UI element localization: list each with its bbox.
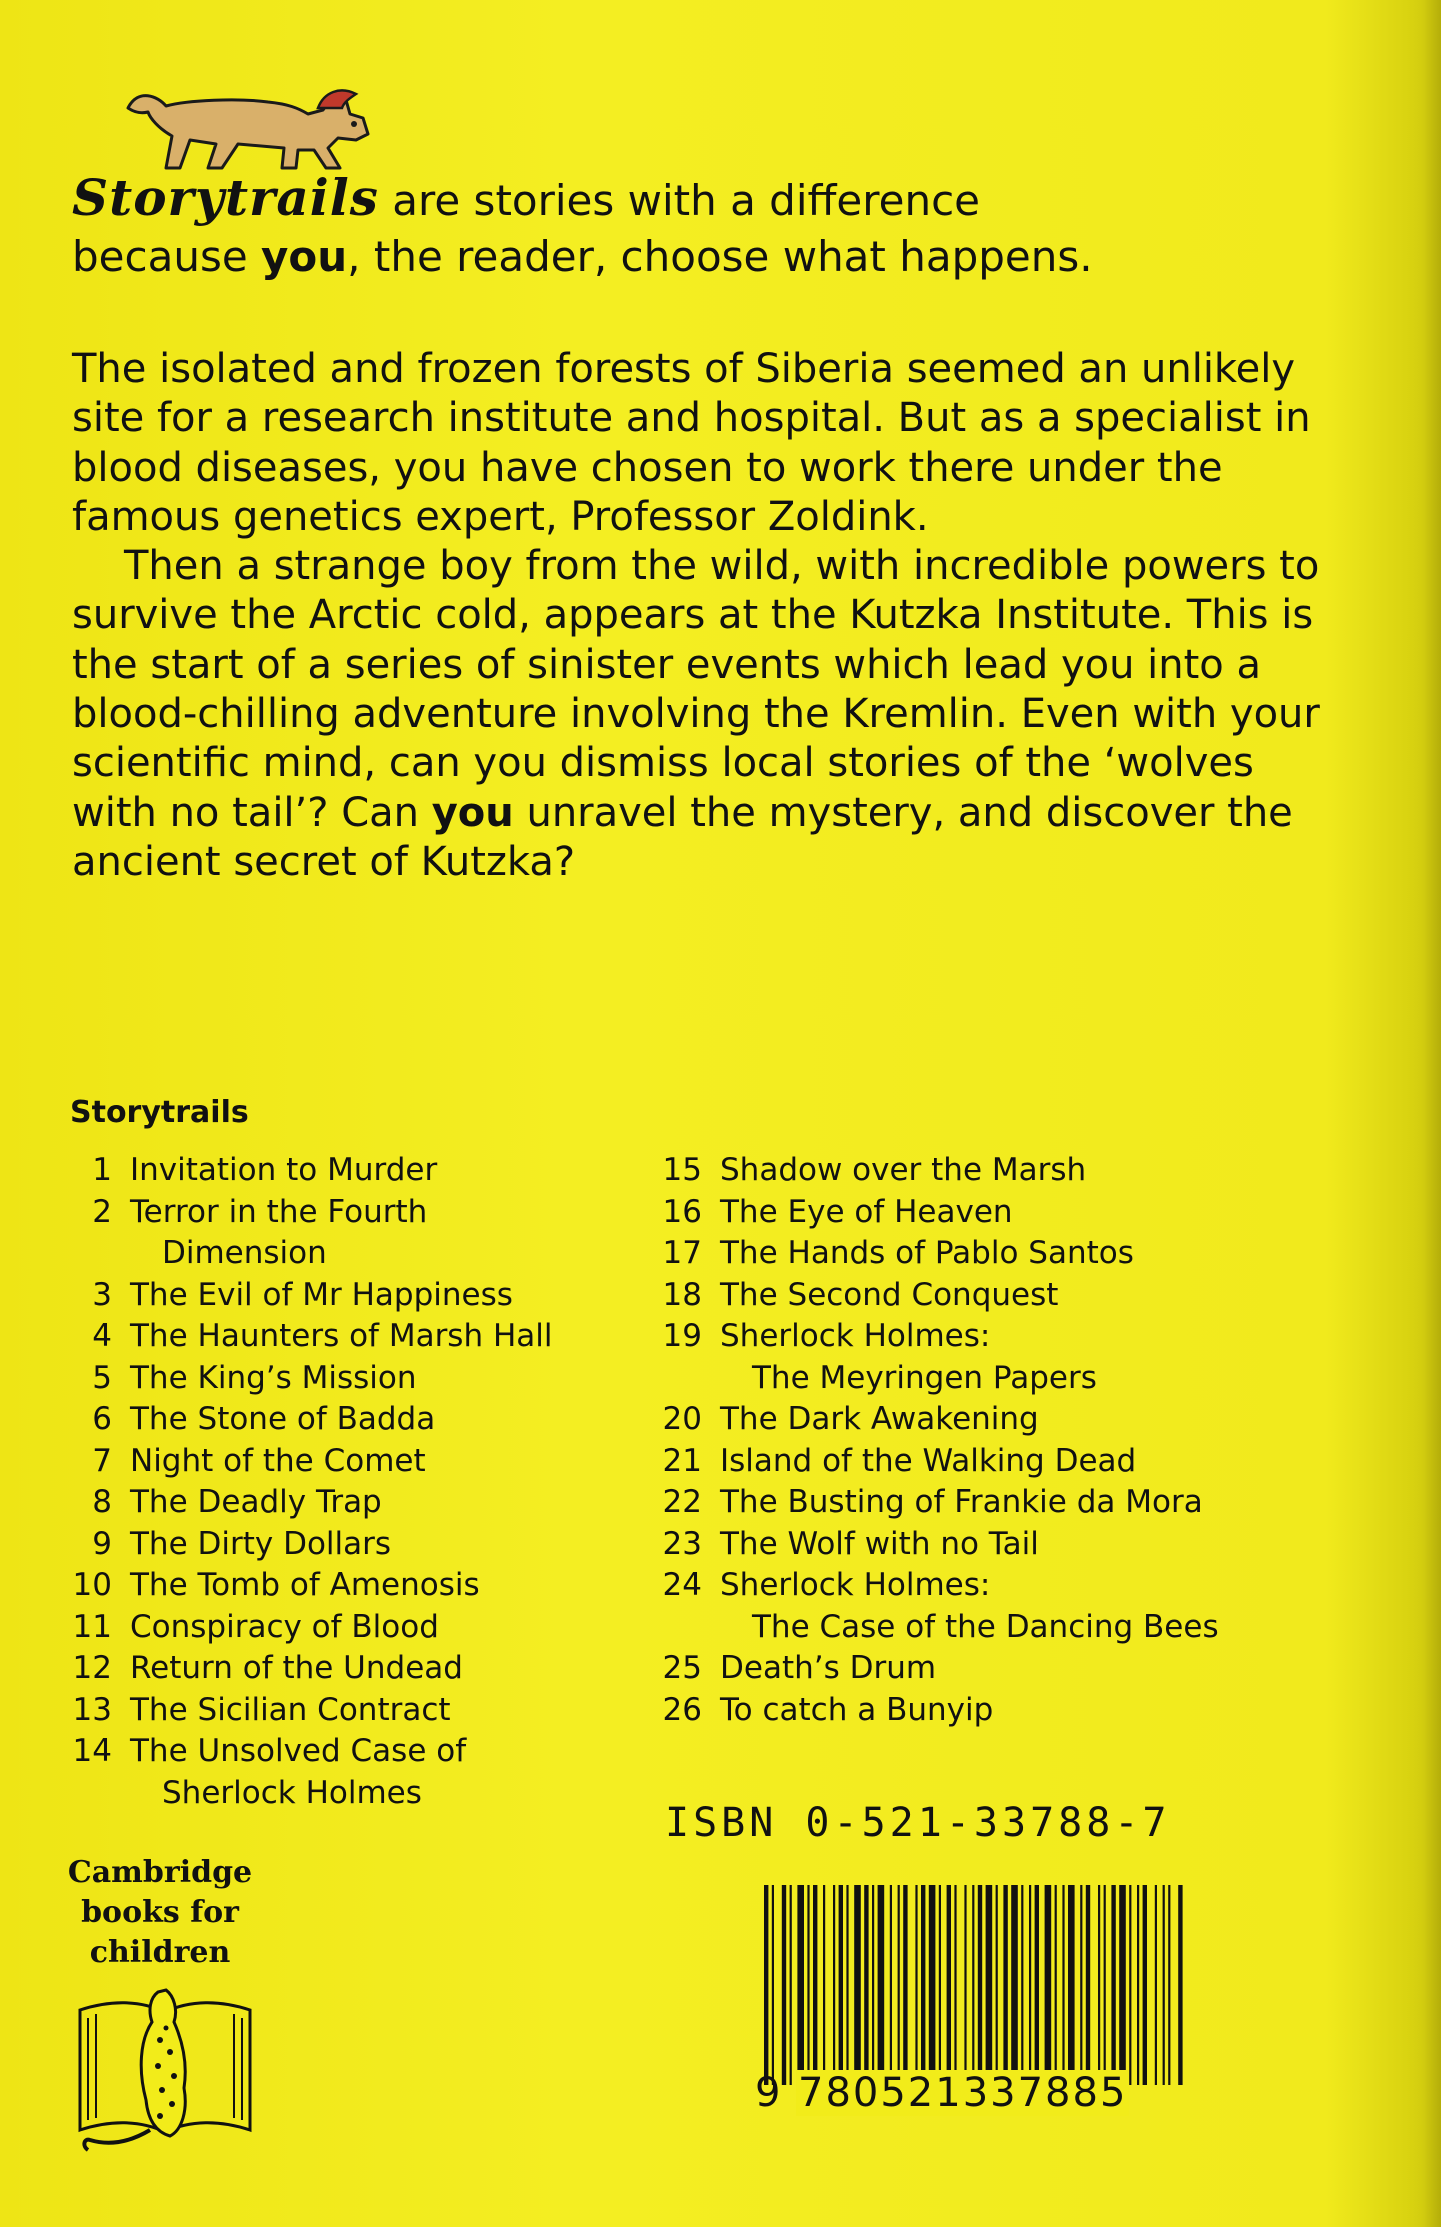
series-list-item [660,1192,1340,1234]
series-item-title [702,1150,1340,1192]
series-item-number: 13 [72,1691,112,1728]
series-item-title-text: Terror in the Fourth [130,1193,428,1230]
blurb-you-bold: you [431,789,514,836]
series-item-number: 1 [92,1152,112,1188]
series-item-title [112,1690,670,1732]
intro-line2-post: , the reader, choose what happens. [347,232,1093,281]
series-item-title [702,1441,1340,1483]
barcode-bar [1178,1885,1182,2085]
series-list-left [70,1150,670,1814]
series-item-title [112,1316,670,1358]
barcode [755,1885,1190,2125]
series-item-number: 19 [662,1318,702,1354]
series-list-item [660,1565,1340,1648]
series-item-number: 26 [662,1691,702,1728]
series-item-number: 20 [662,1401,702,1437]
series-item-title-text: Sherlock Holmes: [720,1567,991,1603]
publisher-line-3: children [89,1935,231,1970]
barcode-bar [964,1885,966,2085]
barcode-number: 780521337885 [798,2070,1128,2116]
publisher-line-2: books for [81,1895,239,1930]
series-item-title [112,1441,670,1483]
publisher-name [60,1853,260,1973]
barcode-bar [978,1885,982,2085]
series-item-title [112,1192,670,1275]
barcode-bar [996,1885,998,2085]
series-list-item [70,1482,670,1524]
series-list-item [70,1524,670,1566]
barcode-bar [1062,1885,1064,2085]
series-item-number: 8 [92,1484,112,1520]
barcode-bar [797,1885,804,2085]
barcode-bar [1137,1885,1139,2085]
series-item-title-text: The Stone of Badda [130,1401,436,1437]
barcode-bar [954,1885,956,2085]
series-item-number: 5 [92,1359,112,1396]
series-list-item [70,1399,670,1441]
barcode-bar [903,1885,907,2085]
series-item-title-text: The Deadly Trap [130,1484,382,1520]
series-item-title [112,1150,670,1192]
blurb-p2-pre: Then a strange boy from the wild, with incredible powers to survive the Arctic cold, appears at the Kutzka Institute. This is the start of a series of sinister events which lead you into a blood-chilling adventure involving the Kremlin. Even with your scientific mind, can you dismiss local stories of the ‘wolves with no tail’? Can [72,543,1320,836]
blurb-paragraph-1: The isolated and frozen forests of Siberia seemed an unlikely site for a research institute and hospital. But as a specialist in blood diseases, you have chosen to work there under the famous genetics expert, Professor Zoldink. [72,346,1311,540]
series-item-title-continued: Sherlock Holmes [162,1774,422,1811]
series-item-title-continued: Dimension [162,1235,327,1271]
series-item-title-text: The Hands of Pablo Santos [720,1235,1134,1271]
barcode-bar [878,1885,885,2085]
series-item-title-text: Death’s Drum [720,1650,937,1686]
barcode-bar [1119,1885,1126,2085]
barcode-bar [782,1885,786,2085]
series-item-title-text: The Dirty Dollars [130,1525,392,1562]
series-item-title-text: The Tomb of Amenosis [130,1567,480,1603]
series-item-title-text: The Eye of Heaven [720,1193,1013,1230]
series-list-item [70,1275,670,1317]
barcode-bar [1168,1885,1170,2085]
series-item-title-text: Island of the Walking Dead [720,1442,1137,1479]
series-item-title-text: Invitation to Murder [130,1152,438,1188]
series-item-title [112,1607,670,1649]
series-item-number: 18 [662,1276,702,1313]
blurb-p2-post: unravel the mystery, and discover the ancient secret of Kutzka? [72,789,1293,885]
series-item-number: 4 [92,1318,112,1354]
series-list-item [70,1316,670,1358]
series-list-item [660,1482,1340,1524]
barcode-bar [1080,1885,1082,2085]
blurb-paragraph-2 [72,542,1322,887]
publisher-line-1: Cambridge [67,1855,253,1890]
series-list-item [70,1607,670,1649]
series-item-title-text: The King’s Mission [130,1359,417,1396]
series-list-item [70,1441,670,1483]
series-list-item [660,1233,1340,1275]
series-item-title-text: To catch a Bunyip [720,1691,994,1728]
barcode-bar [898,1885,900,2085]
series-item-number: 9 [92,1525,112,1562]
series-item-title [112,1648,670,1690]
barcode-bar [947,1885,951,2085]
series-list-item [660,1316,1340,1399]
barcode-bar [823,1885,825,2085]
barcode-bar [1155,1885,1157,2085]
barcode-bar [1055,1885,1057,2085]
series-item-title [112,1482,670,1524]
series-list-item [70,1690,670,1732]
series-item-title-text: The Unsolved Case of [130,1733,467,1769]
barcode-bar [833,1885,835,2085]
series-item-number: 6 [92,1401,112,1437]
series-item-title-text: The Sicilian Contract [130,1691,451,1728]
barcode-bar [921,1885,925,2085]
series-item-title-text: Conspiracy of Blood [130,1608,439,1645]
barcode-bar [764,1885,768,2085]
barcode-bar [1143,1885,1147,2085]
series-list-right [660,1150,1340,1731]
intro-line2-pre: because [72,232,262,281]
barcode-bar [890,1885,892,2085]
series-list-item [660,1275,1340,1317]
storytrails-script-logo: Storytrails [72,168,379,227]
series-item-title [702,1316,1340,1399]
series-item-title [112,1358,670,1400]
series-item-title [702,1648,1340,1690]
series-list-item [70,1150,670,1192]
intro-you-bold: you [261,232,348,281]
barcode-bar [939,1885,941,2085]
series-item-title [702,1482,1340,1524]
series-item-number: 10 [72,1567,112,1603]
series-item-number: 3 [92,1276,112,1313]
barcode-bar [772,1885,774,2085]
story-blurb [72,345,1322,887]
barcode-bar [854,1885,861,2085]
barcode-bar [1111,1885,1115,2085]
series-item-title [702,1690,1340,1732]
series-item-number: 14 [72,1733,112,1769]
series-item-number: 7 [92,1442,112,1479]
series-list-item [660,1399,1340,1441]
intro-line1: are stories with a difference [378,176,981,225]
series-item-title [702,1192,1340,1234]
series-item-title-text: The Second Conquest [720,1276,1059,1313]
isbn: ISBN 0-521-33788-7 [665,1800,1171,1846]
barcode-bar [1011,1885,1018,2085]
barcode-bar [864,1885,868,2085]
series-item-number: 16 [662,1193,702,1230]
series-item-title [112,1731,670,1814]
barcode-bar [1068,1885,1075,2085]
barcode-bar [807,1885,809,2085]
series-item-title-text: Return of the Undead [130,1650,463,1686]
series-item-title-text: Shadow over the Marsh [720,1152,1087,1188]
series-list-item [660,1524,1340,1566]
series-item-title-continued: The Meyringen Papers [752,1359,1097,1396]
barcode-bar [790,1885,792,2085]
series-item-title [702,1275,1340,1317]
barcode-bar [872,1885,874,2085]
series-item-number: 17 [662,1235,702,1271]
barcode-bar [1003,1885,1007,2085]
barcode-bar [915,1885,917,2085]
series-list-item [660,1690,1340,1732]
barcode-bars [760,1885,1190,2085]
series-item-title-text: The Dark Awakening [720,1401,1039,1437]
series-item-title [112,1524,670,1566]
series-item-number: 15 [662,1152,702,1188]
series-item-number: 12 [72,1650,112,1686]
series-item-title [702,1233,1340,1275]
leopard-book-icon [70,1970,260,2160]
barcode-bar [1163,1885,1165,2085]
series-item-number: 24 [662,1567,702,1603]
barcode-bar [1098,1885,1100,2085]
barcode-bar [1021,1885,1023,2085]
series-item-title-text: The Haunters of Marsh Hall [130,1318,553,1354]
series-list-item [660,1648,1340,1690]
series-item-title-text: The Wolf with no Tail [720,1525,1039,1562]
series-item-title [112,1399,670,1441]
barcode-first-digit: 9 [755,2070,783,2116]
series-item-title [112,1565,670,1607]
barcode-bar [1104,1885,1106,2085]
series-item-number: 25 [662,1650,702,1686]
barcode-bar [1045,1885,1052,2085]
barcode-bar [813,1885,817,2085]
cover-edge-shadow [1423,0,1441,2227]
series-item-number: 23 [662,1525,702,1562]
series-list-item [660,1150,1340,1192]
barcode-bar [1035,1885,1039,2085]
series-list-item [70,1192,670,1275]
barcode-bar [986,1885,993,2085]
series-item-title-text: The Busting of Frankie da Mora [720,1484,1203,1520]
series-list-item [660,1441,1340,1483]
series-item-title [702,1524,1340,1566]
series-item-title [702,1399,1340,1441]
series-intro [72,170,1312,285]
barcode-bar [1129,1885,1131,2085]
barcode-bar [929,1885,936,2085]
series-list-title: Storytrails [70,1095,249,1130]
series-list-item [70,1565,670,1607]
series-list-item [70,1648,670,1690]
series-item-title [702,1565,1340,1648]
barcode-bar [972,1885,974,2085]
barcode-bar [846,1885,848,2085]
series-item-number: 21 [662,1442,702,1479]
series-item-title-text: The Evil of Mr Happiness [130,1276,513,1313]
series-list-item [70,1731,670,1814]
series-list-item [70,1358,670,1400]
series-item-title-text: Night of the Comet [130,1442,426,1479]
series-item-title [112,1275,670,1317]
sherlock-dog-icon [118,78,378,173]
barcode-bar [839,1885,843,2085]
barcode-bar [1086,1885,1090,2085]
series-item-title-text: Sherlock Holmes: [720,1318,991,1354]
barcode-bar [1029,1885,1031,2085]
series-item-number: 22 [662,1484,702,1520]
series-item-title-continued: The Case of the Dancing Bees [752,1608,1219,1645]
series-item-number: 11 [72,1608,112,1645]
series-item-number: 2 [92,1193,112,1230]
